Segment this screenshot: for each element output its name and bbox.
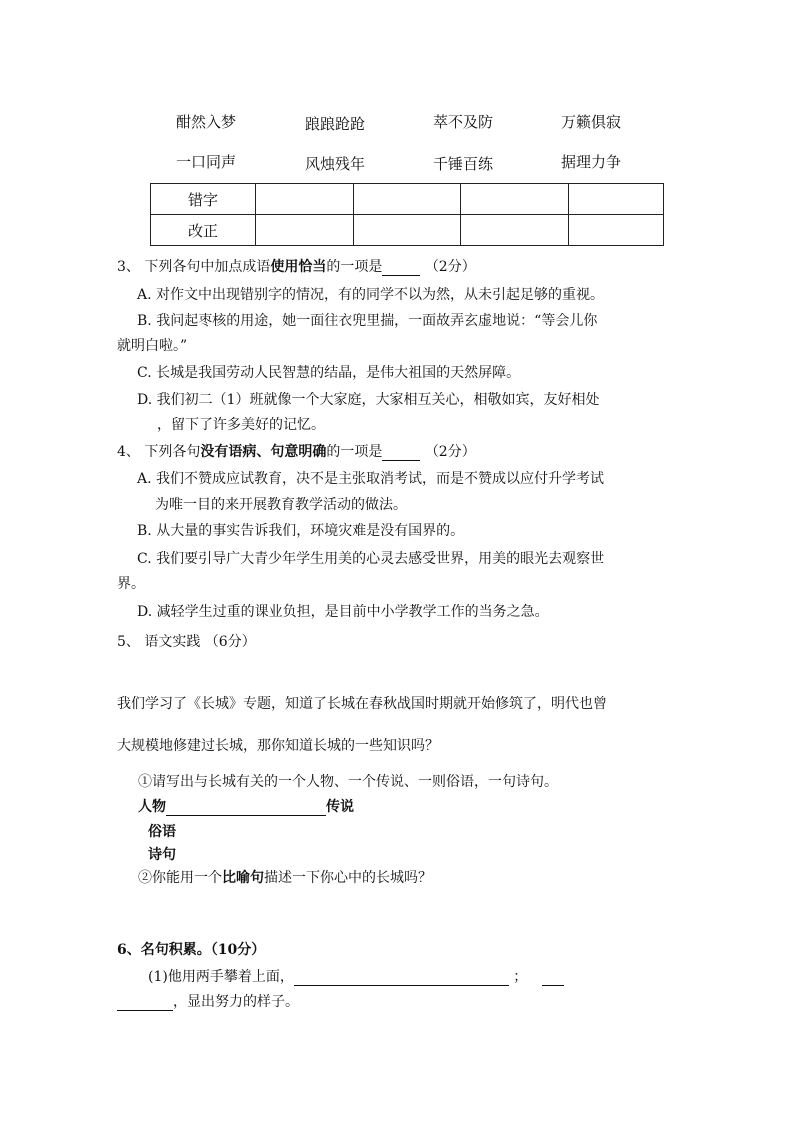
q3-prefix: 3、 下列各句中加点成语 — [117, 259, 271, 275]
q3-option-c: C. 长城是我国劳动人民智慧的结晶，是伟大祖国的天然屏障。 — [137, 365, 521, 381]
item2-suffix: 描述一下你心中的长城吗？ — [264, 870, 432, 886]
q3-option-d-line1: D. 我们初二（1）班就像一个大家庭，大家相互关心，相敬如宾，友好相处 — [137, 392, 600, 408]
question-5-title: 5、 语文实践 （6分） — [117, 634, 256, 650]
q4-option-b: B. 从大量的事实告诉我们，环境灾难是没有国界的。 — [137, 523, 465, 539]
q6-sentence-1-line1 — [148, 966, 564, 986]
table-row — [151, 184, 664, 215]
q6-sentence-1-line2 — [117, 991, 299, 1011]
answer-cell[interactable] — [354, 184, 461, 215]
idiom-2-3: 千锤百练 — [433, 155, 494, 173]
idiom-1-3: 萃不及防 — [433, 113, 494, 131]
question-6-title: 6、名句积累。（10分） — [117, 942, 266, 958]
idiom-2-1: 一口同声 — [176, 153, 237, 171]
q6-s1-prefix: (1)他用两手攀着上面， — [148, 969, 294, 985]
answer-cell[interactable] — [256, 184, 354, 215]
q3-suffix: 的一项是 — [326, 259, 383, 275]
idiom-1-4: 万籁俱寂 — [561, 113, 622, 131]
answer-cell[interactable] — [354, 215, 461, 246]
q5-intro-line2: 大规模地修建过长城，那你知道长城的一些知识吗？ — [117, 738, 439, 754]
q3-option-b-line2: 就明白啦。” — [117, 338, 188, 354]
idiom-1-2: 踉踉跄跄 — [305, 115, 366, 133]
answer-cell[interactable] — [461, 215, 569, 246]
q4-suffix: 的一项是 — [326, 444, 383, 460]
q3-points: （2分） — [424, 259, 476, 275]
answer-cell[interactable] — [569, 215, 664, 246]
question-3-stem — [117, 256, 476, 276]
answer-cell[interactable] — [461, 184, 569, 215]
q6-semicolon: ； — [513, 969, 528, 985]
q3-bold: 使用恰当 — [270, 259, 327, 275]
q4-option-d: D. 减轻学生过重的课业负担，是目前中小学教学工作的当务之急。 — [137, 604, 549, 620]
poem-label: 诗句 — [148, 847, 176, 863]
correction-header: 改正 — [151, 215, 256, 246]
q5-intro-line1: 我们学习了《长城》专题，知道了长城在春秋战国时期就开始修筑了，明代也曾 — [117, 696, 607, 712]
q5-item-2 — [138, 867, 432, 887]
idiom-1-1: 酣然入梦 — [176, 113, 237, 131]
q6-s1-end: ，显出努力的样子。 — [173, 994, 299, 1010]
q3-option-d-line2: ，留下了许多美好的记忆。 — [157, 417, 325, 433]
item2-bold: 比喻句 — [222, 870, 264, 886]
answer-blank[interactable] — [382, 261, 420, 276]
q4-points: （2分） — [424, 444, 476, 460]
correction-table — [150, 183, 664, 246]
person-row — [138, 796, 354, 816]
q4-bold: 没有语病、句意明确 — [200, 444, 327, 460]
q4-prefix: 4、 下列各句 — [117, 444, 201, 460]
answer-blank[interactable] — [294, 971, 509, 986]
person-blank[interactable] — [166, 801, 326, 816]
q4-option-c-line1: C. 我们要引导广大青少年学生用美的心灵去感受世界，用美的眼光去观察世 — [137, 551, 605, 567]
answer-blank[interactable] — [117, 996, 173, 1011]
q4-option-c-line2: 界。 — [117, 576, 145, 592]
idiom-2-4: 据理力争 — [561, 153, 622, 171]
table-row — [151, 215, 664, 246]
q3-option-b-line1: B. 我问起枣核的用途，她一面往衣兜里揣，一面故弄玄虚地说：“等会儿你 — [137, 313, 598, 329]
q3-option-a: A. 对作文中出现错别字的情况，有的同学不以为然，从未引起足够的重视。 — [137, 287, 605, 303]
question-4-stem — [117, 441, 476, 461]
idiom-2-2: 风烛残年 — [305, 155, 366, 173]
proverb-label: 俗语 — [148, 824, 176, 840]
answer-blank[interactable] — [382, 446, 420, 461]
q4-option-a-line1: A. 我们不赞成应试教育，决不是主张取消考试，而是不赞成以应付升学考试 — [137, 471, 605, 487]
person-label: 人物 — [138, 799, 166, 815]
wrong-char-header: 错字 — [151, 184, 256, 215]
item2-prefix: ②你能用一个 — [138, 870, 222, 886]
answer-blank[interactable] — [542, 971, 564, 986]
answer-cell[interactable] — [569, 184, 664, 215]
legend-label: 传说 — [326, 799, 354, 815]
answer-cell[interactable] — [256, 215, 354, 246]
q5-item-1: ①请写出与长城有关的一个人物、一个传说、一则俗语，一句诗句。 — [138, 774, 558, 790]
q4-option-a-line2: 为唯一目的来开展教育教学活动的做法。 — [155, 497, 407, 513]
